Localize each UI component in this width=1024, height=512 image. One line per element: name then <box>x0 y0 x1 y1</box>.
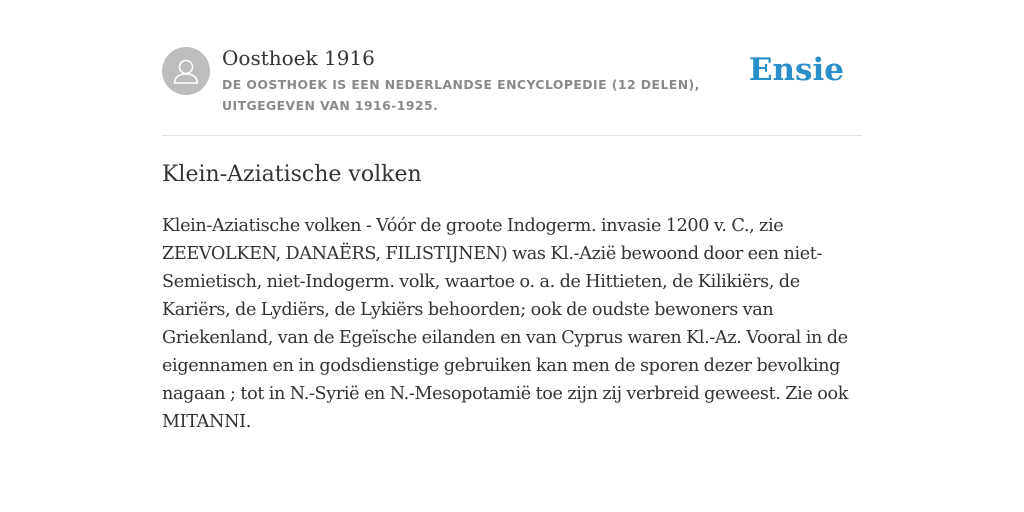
entry-body: Klein-Aziatische volken - Vóór de groote Indogerm. invasie 1200 v. C., zie ZEEVOLKEN, DANAËRS, FILISTIJNEN) was Kl.-Azië bewoond door een niet-Semietisch, niet-Indogerm. volk, waartoe o. a. de Hittieten, de Kilikiërs, de Kariërs, de Lydiërs, de Lykiërs behoorden; ook de oudste bewoners van Griekenland, van de Egeïsche eilanden en van Cyprus waren Kl.-Az. Vooral in de eigennamen en in godsdienstige gebruiken kan men de sporen dezer bevolking nagaan ; tot in N.-Syrië en N.-Mesopotamië toe zijn zij verbreid geweest. Zie ook MITANNI. <box>162 216 849 432</box>
entry-title: Klein-Aziatische volken <box>162 162 422 187</box>
source-description: DE OOSTHOEK IS EEN NEDERLANDSE ENCYCLOPEDIE (12 DELEN), UITGEGEVEN VAN 1916-1925. <box>222 77 700 113</box>
header-divider <box>162 135 862 136</box>
avatar[interactable] <box>162 47 210 95</box>
user-placeholder-icon <box>162 47 210 95</box>
source-header <box>162 44 862 124</box>
ensie-logo[interactable]: Ensie <box>748 52 844 88</box>
source-title[interactable]: Oosthoek 1916 <box>222 46 375 70</box>
